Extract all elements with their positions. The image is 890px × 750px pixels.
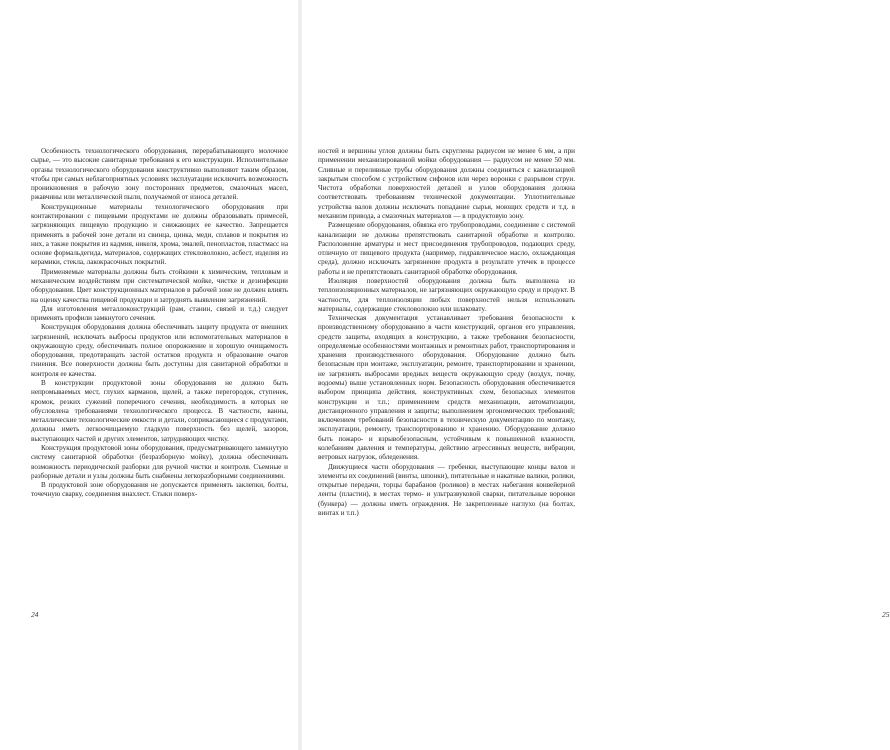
paragraph: Техническая документация устанавливает требования безопасности к производственному оборудованию в части конструкций, органов его управления, средств защиты, входящих в конструкцию, а также требования безопасности, определяемые особенностями монтажных и ремонтных работ, транспортирования и хранения производственного оборудования. Оборудование должно быть безопасным при монтаже, эксплуатации, ремонте, транспортировании и хранении, не загрязнять выбросами вредных веществ окружающую среду (воздух, почву, водоемы) выше установленных норм. Безопасность оборудования обеспечивается выбором принципа действия, конструктивных схем, безопасных элементов конструкции и т.п.; применением средств механизации, автоматизации, дистанционного управления и защиты; выполнением эргономических требований; включением требований безопасности в техническую документацию по монтажу, эксплуатации, ремонту, транспортированию и хранению. Оборудование должно быть пожаро- и взрывобезопасным, устойчивым к повышенной влажности, колебаниям давления и температуры, действию агрессивных веществ, вибрации, ветровых нагрузок, обледенения. [318, 314, 575, 462]
paragraph: Размещение оборудования, обвязка его трубопроводами, соединение с системой канализации не должны препятствовать санитарной обработке и контролю. Расположение арматуры и мест присоединения трубопроводов, подающих среду, отличную от пищевого продукта (например, гидравлическое масло, охлаждающая среда), должно исключать загрязнение продукта в результате утечек в процессе работы и не препятствовать санитарной обработке оборудования. [318, 221, 575, 276]
paragraph: Изоляция поверхностей оборудования должна быть выполнена из теплоизоляционных материалов, не загрязняющих окружающую среду и продукт. В частности, для теплоизоляции любых поверхностей нельзя использовать материалы, содержащие стекловолокно или шлаковату. [318, 276, 575, 313]
paragraph: Для изготовления металлоконструкций (рам, станин, связей и т.д.) следует применять профили замкнутого сечения. [31, 304, 288, 323]
paragraph: В продуктовой зоне оборудования не допускается применять заклепки, болты, точечную сварку, соединения внахлест. Стыки поверх- [31, 481, 288, 499]
page-number: 24 [31, 610, 39, 619]
paragraph: В конструкции продуктовой зоны оборудования не должно быть непромываемых мест, глухих карманов, щелей, а также перегородок, ступенек, кромок, резких сужений поперечного сечения, необходимость в которых не обусловлена требованиями технологического процесса. В частности, ванны, металлические технологические емкости и детали, соприкасающиеся с продуктами, должны иметь легкоочищаемую гладкую поверхность без щелей, зазоров, выступающих частей и других элементов, затрудняющих чистку. [31, 379, 288, 443]
paragraph: Конструкция продуктовой зоны оборудования, предусматривающего замкнутую систему санитарной обработки (безразборную мойку), должна обеспечивать возможность периодической разборки для ручной чистки и контроля. Съемные и разборные детали и узлы должны быть снабжены легкоразборными соединениями. [31, 444, 288, 480]
paragraph: Применяемые материалы должны быть стойкими к химическим, тепловым и механическим воздействиям при систематической мойке, чистке и дезинфекции оборудования. Цвет конструкционных материалов в рабочей зоне не должен влиять на оценку качества пищевой продукции и затруднять выявление загрязнений. [31, 267, 288, 304]
paragraph: Конструкционные материалы технологического оборудования при контактировании с пищевыми продуктами не должны образовывать примесей, загрязняющих пищевую продукцию и снижающих ее качество. Запрещается применять в рабочей зоне детали из свинца, цинка, меди, сплавов и покрытия из них, а также покрытия из кадмия, никеля, хрома, эмалей, пенопластов, пластмасс на основе формальдегида, материалов, содержащих стекловолокно, асбест, изделия из керамики, стекла, лакокрасочных покрытий. [31, 202, 288, 267]
right-text-column [318, 147, 575, 518]
paragraph: Особенность технологического оборудования, перерабатывающего молочное сырье, — это высокие санитарные требования к его конструкции. Исполнительные органы технологического оборудования конструктивно выполняют таким образом, чтобы при самых неблагоприятных условиях эксплуатации исключить возможность проникновения в рабочую зону посторонних предметов, смазочных масел, ржавчины или металлической пыли, получаемой от износа деталей. [31, 147, 288, 202]
page-number: 25 [882, 610, 890, 619]
paragraph: ностей и вершины углов должны быть скруглены радиусом не менее 6 мм, а при применении механизированной мойки оборудования — радиусом не менее 50 мм. Сливные и переливные трубы оборудования должны соединяться с канализацией закрытым способом с устройством сифонов или через воронки с разрывом струи. Чистота обработки поверхностей деталей и узлов оборудования должна соответствовать требованиям технической документации. Уплотнительные устройства валов должны исключать попадание сырья, моющих средств и т.д. в механизм привода, а смазочных материалов — в продуктовую зону. [318, 147, 575, 220]
paragraph: Движущиеся части оборудования — гребенки, выступающие концы валов и элементы их соединений (винты, шпонки), питательные и накатные валики, ролики, открытые передачи, торцы барабанов (роликов) в местах набегания конвейерной ленты (пластин), в местах термо- и ультразвуковой сварки, питательные воронки (бункера) — должны иметь ограждения. Не закрепленные наглухо (на болтах, винтах и т.п.) [318, 462, 575, 517]
paragraph: Конструкция оборудования должна обеспечивать защиту продукта от внешних загрязнений, исключать выбросы продуктов или вспомогательных материалов в окружающую среду, обеспечивать полное опорожнение и хорошую очищаемость оборудования, предотвращать застой остатков продукта и образование очагов гниения. Все поверхности должны быть доступны для санитарной обработки и контроля ее качества. [31, 323, 288, 378]
